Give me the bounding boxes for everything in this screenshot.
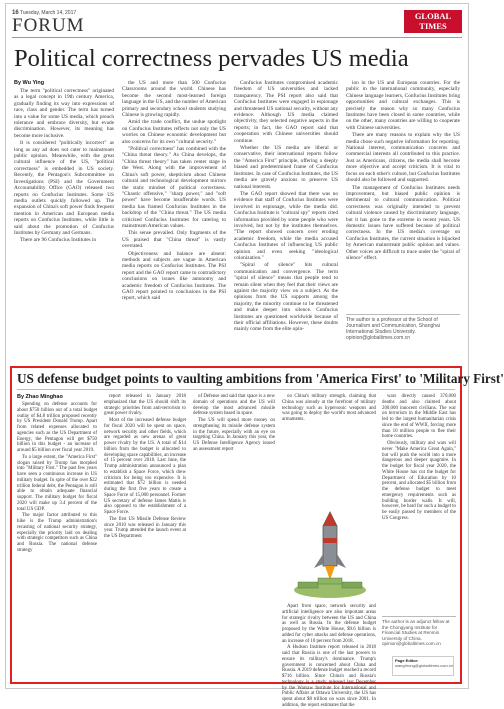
paragraph: the US and more than 500 Confucius Classrooms around the world. Chinese has become the second most-learned foreign language in the US, and the number of American primary and secondary school students studying Chinese is growing rapidly. bbox=[122, 80, 226, 119]
paragraph: Confucius Institutes compromised academic freedom of US universities and lacked transparency. The PSI report also said that Confucius Institutes were engaged in espionage and threatened US national security, without any evidence. Although US media claimed objectivity, they selected negative aspects in the reports; in fact, the GAO report said that cooperation with Chinese universities should continue. bbox=[234, 80, 338, 144]
bottom-article-column-4-top bbox=[282, 394, 376, 504]
bottom-article-column-2 bbox=[104, 394, 186, 680]
bottom-article-column-1 bbox=[17, 402, 97, 680]
newspaper-page bbox=[5, 3, 504, 708]
paragraph: Obviously, military and wars will never "Make America Great Again," but will push the world into a more dangerous and deeper quagmire. In the budget for fiscal year 2020, the White House has cut the budget for Department of Education by 10 percent, and allocated $5 billion from the defense budget to meet emergency requirements such as building border walls. It will, however, be hard for such a budget to be easily passed by members of the US Congress. bbox=[382, 441, 456, 521]
paragraph: Objectiveness and balance are absent: methods and subjects are vague in American media reports on Confucius Institutes. The PSI report and the GAO report came to contradictory conclusions on issues like autonomy and academic freedom of Confucius Institutes. The GAO report pointed to conclusions in the PSI report, which said bbox=[122, 250, 226, 302]
paragraph: The GAO report showed that there was no evidence that staff of Confucius Institutes were involved in espionage, while the media did. Confucius Institute is "cultural spy" reports cited information provided by some people who were involved, but not by the institutes themselves. "The report showed concern over eroding academic freedom, while the media accused Confucius Institutes of influencing US public opinion and even seeking "ideological colonization." bbox=[234, 190, 338, 261]
top-article-byline: By Wu Ying bbox=[14, 80, 45, 86]
top-article-author-bio: The author is a professor at the School of Journalism and Communication, Shanghai International Studies University. opinion@globaltimes.com.cn bbox=[346, 314, 460, 341]
paragraph: Whether the US media are liberal or conservative, their international reports follow the "America First" principle, offering a deeply biased and predetermined frame of Confucius Institutes. In case of Confucius Institutes, the US media are gravely anxious to preserve US national interests. bbox=[234, 145, 338, 190]
paragraph: ion in the US and European countries. For the public in the international community, especially Chinese language learners, Confucius Institutes bring opportunities and cultural exchanges. This is precisely the reason why so many Confucius Institutes have been closed in some countries, while on the other, many countries are willing to cooperate with Chinese universities. bbox=[346, 80, 460, 131]
paragraph: There are 96 Confucius Institutes in bbox=[20, 237, 97, 244]
paragraph: The US will spend more money on strengthening its missile defense system in the future, especially with an eye on targeting China. In January this year, the US Defense Intelligence Agency issued an assessment report bbox=[193, 418, 275, 452]
section-divider bbox=[12, 37, 462, 38]
missile-illustration bbox=[284, 506, 376, 600]
bottom-article-column-5 bbox=[382, 394, 456, 612]
editor-label: Page Editor: bbox=[395, 658, 419, 663]
logo-line-1: GLOBAL bbox=[414, 11, 452, 21]
page-editor-box bbox=[392, 656, 454, 676]
paragraph: "Political correctness" has combined with the "China threat theory." As China develops, the "China threat theory" has taken center stage in the West. Along with the improvement of China's soft power, skepticism about Chinese cultural and technological development mirrors the static mindset of political correctness. "Chaotic offensive," "sharp power," and "soft power" have become insufferable words. US media has framed Confucius Institutes in the backdrop of the "China threat." The US media criticized Confucius Institutes for catering to mainstream American values. bbox=[122, 146, 226, 229]
paragraph: The management of Confucius Institutes needs improvement, but biased public opinion is detrimental to cultural communication. Political correctness was originally intended to prevent cultural violence caused by discriminatory language, but it has gone to the extreme in recent years. US domestic issues have suffered because of political correctness. In the US media's coverage on Confucius Institutes, the current situation is hijacked by American mainstream public opinion and values. Other voices are difficult to trace under the "spiral of silence" effect. bbox=[346, 184, 460, 261]
paragraph: There are many reasons to explain why the US media chose such negative information for reporting. National interest, communication concerns and commercial interests all contributed to this practice. Just as Americans, citizens, the media shall become more objective and accept criticism. It is vital to focus on each other's culture, but Confucius Institutes should also be followed and supported. bbox=[346, 132, 460, 184]
paragraph: Amid the trade conflict, the undue spotlight on Confucius Institutes reflects not only the US worries on Chinese economic development but also concerns for its own "cultural security." bbox=[122, 119, 226, 145]
headline-divider bbox=[17, 389, 455, 390]
paragraph: It is considered "politically incorrect" as long as any ad does not cater to mainstream public opinion. Meanwhile, with the great cultural influence of the US, "political correctness" is embedded in US society. Recently, the Pentagon's Subcommittee on Investigations (PSI) and the Government Accountability Office (GAO) released two reports on Confucius Institutes. Some US media outlets quickly followed up. The expansion of China's soft power finds frequent mention in American and European media reports on Confucius Institutes, while little is said about the promotion of Confucius Institutes by Germany and Germans. bbox=[14, 140, 114, 236]
global-times-logo bbox=[404, 10, 462, 33]
page-number: 16 bbox=[12, 10, 19, 16]
paragraph: of Defense and said that space is a new domain of operations and the US will develop the most advanced missile defense system based in space. bbox=[193, 394, 275, 417]
top-article-column-4 bbox=[346, 80, 460, 308]
top-article-column-1 bbox=[14, 88, 114, 356]
paragraph: This sense prevailed. Only fragments of the US praised that "China threat" is vastly overrated. bbox=[122, 230, 226, 250]
logo-line-2: TIMES bbox=[419, 21, 447, 31]
paragraph: wars directly caused 370,000 deaths and also claimed about 200,000 innocent civilians. The war on terrorism in the Middle East has led to the largest humanitarian crisis since the end of WWII, forcing more than 10 million people to flee their home countries. bbox=[382, 394, 456, 440]
paragraph: "Spiral of silence" hits cultural communication and convergence. The term "spiral of silence" means that people tend to remain silent when they feel that their views are against the majority view on a subject. As the opinions from the US supports among the majority, the minority continue to be threatened and make deeper into silence. Confucius Institutes are questioned worldwide because of their official affiliations. However, these doubts mainly come from the elite opin- bbox=[234, 262, 338, 333]
bottom-article-byline: By Zhao Minghao bbox=[17, 394, 63, 400]
paragraph: The first US Missile Defense Review since 2010 was released in January this year. Trump attended the launch event at the US Department bbox=[104, 516, 186, 539]
paragraph: The major factor attributed to this hike is the Trump administration's recasting of national security strategy, especially the priority laid on dealing with strategic competitors such as China and Russia. The national defense strategy bbox=[17, 513, 97, 553]
bottom-article-column-3 bbox=[193, 394, 275, 594]
page-date: Tuesday, March 14, 2017 bbox=[20, 10, 77, 16]
bottom-article-author-bio: The author is an adjunct fellow at the Chongyang Institute for Financial Studies at Renmin University of China. opinion@globaltimes.com.cn bbox=[382, 616, 456, 647]
top-article-column-3 bbox=[234, 80, 338, 356]
paragraph: Spending on defense accounts for about $750 billion out of a total budget outlay of $4.8 trillion proposed recently by US President Donald Trump. Apart from related expenses allocated to agencies such as the US Department of Energy, the Pentagon will get $750 billion in this budget - an increase of around $5 billion over fiscal year 2019. bbox=[17, 402, 97, 453]
bottom-article-headline: US defense budget points to vaulting ambitions from 'America First' to 'Military First' bbox=[17, 371, 504, 386]
paragraph: A Hudson Institute report released in 2018 said that Russia is one of the last powers to ensure its military's dominance. Trump's government is concerned about China and Russia. A 2019 defense budget reached a record $716 billion. Since China's and Russia's technology is a study released last December by the Warsaw Institute for International and Public Affairs at Ottawa University, the US has spent about $8 trillion on wars since 2001. In addition, the report estimates that the bbox=[282, 645, 376, 708]
bottom-article-column-4-bottom bbox=[282, 604, 376, 708]
top-article-column-2 bbox=[122, 80, 226, 356]
editor-email: wangrhong@globaltimes.com.cn bbox=[395, 663, 454, 668]
paragraph: Apart from space, network security and artificial intelligence are also important areas for strategic rivalry between the US and China as well as Russia. In the defense budget proposed by the White House, $9.6 billion is added for cyber attacks and defense operations, an increase of 10 percent from 2018. bbox=[282, 604, 376, 644]
section-title: FORUM bbox=[12, 15, 85, 36]
paragraph: The term "political correctness" originated as a legal concept in 19th century America, gradually finding its way into expressions of race, class and gender. The term has turned into a value for some US media, which preach tolerance and embrace diversity, but evade discrimination. However, its meaning has become more inclusive. bbox=[14, 88, 114, 139]
paragraph: on China's military strength, claiming that China was already at the forefront of military technology such as hypersonic weapons and was going to deploy the world's most advanced armaments. bbox=[282, 394, 376, 422]
bottom-article-box bbox=[10, 366, 504, 708]
masthead bbox=[12, 10, 462, 38]
paragraph: To a large extent, the "America First" slogan raised by Trump has morphed into "Military First." The past few years have seen a continuous increase in US military budget. In spite of the over $22 trillion federal debt, the Pentagon is still able to obtain adequate financial support. The military budget for fiscal 2020 will make up 3.4 percent of the total US GDP. bbox=[17, 454, 97, 512]
top-article-headline: Political correctness pervades US media bbox=[14, 45, 409, 72]
paragraph: report released in January 2018 emphasized that the US should shift its strategic priorities from anti-terrorism to great power rivalry. bbox=[104, 394, 186, 417]
paragraph: Most of the increased defense budget for fiscal 2020 will be spent on space, network security and other fields, which are regarded as new arenas of great power rivalry by the US. A total of $14 billion from the budget is allocated to developing space capabilities, an increase of 15 percent over 2018. Last June, the Trump administration announced a plan to establish a Space Force, which drew criticism for being too expensive. It is estimated that $72 billion is needed during the first five years to create a Space Force of 15,000 personnel. Former US secretary of defense James Mattis is also opposed to the establishment of a Space Force. bbox=[104, 418, 186, 515]
